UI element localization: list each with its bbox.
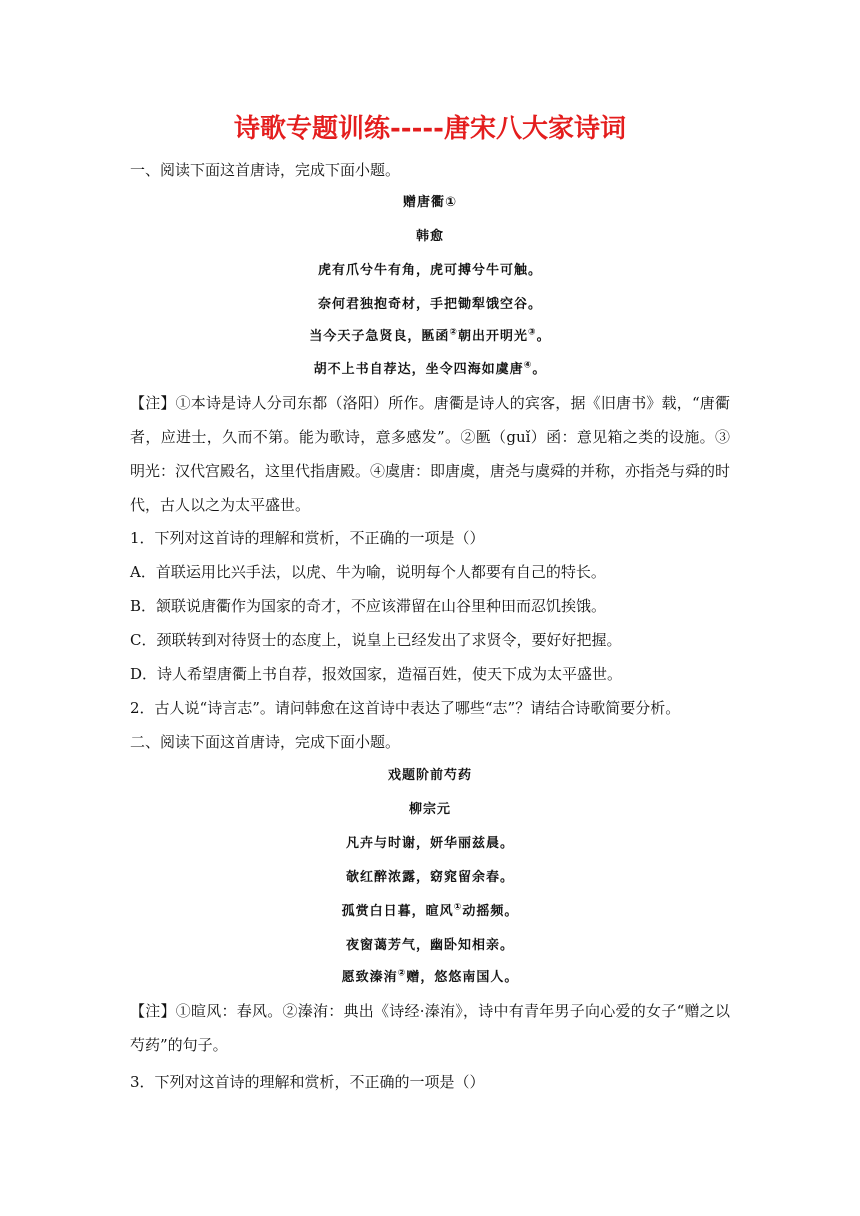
question-1: 1．下列对这首诗的理解和赏析，不正确的一项是（） <box>130 529 485 547</box>
poem2-line-5: 愿致溱洧②赠，悠悠南国人。 <box>341 968 519 985</box>
section1-heading: 一、阅读下面这首唐诗，完成下面小题。 <box>130 161 401 179</box>
note-marker: ③ <box>528 327 537 338</box>
poem2-line-4: 夜窗蔼芳气，幽卧知相亲。 <box>345 938 514 953</box>
option-d: D．诗人希望唐衢上书自荐，报效国家，造福百姓，使天下成为太平盛世。 <box>130 665 623 683</box>
poem1-line-4: 胡不上书自荐达，坐令四海如虞唐④。 <box>313 360 547 377</box>
poem1-line-2: 奈何君独抱奇材，手把锄犁饿空谷。 <box>317 297 542 312</box>
poem2-note: 【注】①暄风：春风。②溱洧：典出《诗经·溱洧》，诗中有青年男子向心爱的女子“赠之以芍药”的句子。 <box>130 1002 730 1054</box>
option-b: B．颔联说唐衢作为国家的奇才，不应该滞留在山谷里种田而忍饥挨饿。 <box>130 597 607 615</box>
note-marker: ② <box>397 968 407 979</box>
poem1-line-3: 当今天子急贤良，匦函②朝出开明光③。 <box>309 327 551 344</box>
poem1-note: 【注】①本诗是诗人分司东都（洛阳）所作。唐衢是诗人的宾客，据《旧唐书》载，“唐衢者，应进士，久而不第。能为歌诗，意多感发”。②匦（guǐ）函：意见箱之类的设施。③明光：汉代宫殿名，这里代指唐殿。④虞唐：即唐虞，唐尧与虞舜的并称，亦指尧与舜的时代，古人以之为太平盛世。 <box>130 394 731 514</box>
document-title: 诗歌专题训练-----唐宋八大家诗词 <box>234 114 626 144</box>
poem1-line-1: 虎有爪兮牛有角，虎可搏兮牛可触。 <box>317 263 542 278</box>
poem1-title: 赠唐衢① <box>402 195 457 210</box>
poem2-title: 戏题阶前芍药 <box>387 768 472 783</box>
poem1-author: 韩愈 <box>415 229 444 244</box>
poem2-author: 柳宗元 <box>408 802 451 817</box>
poem2-line-2: 欹红醉浓露，窈窕留余春。 <box>345 870 514 885</box>
note-marker: ④ <box>523 360 533 371</box>
note-marker: ② <box>449 327 458 338</box>
section2-heading: 二、阅读下面这首唐诗，完成下面小题。 <box>130 733 401 751</box>
poem2-line-1: 凡卉与时谢，妍华丽兹晨。 <box>345 836 514 851</box>
option-a: A．首联运用比兴手法，以虎、牛为喻，说明每个人都要有自己的特长。 <box>130 563 606 581</box>
note-marker: ① <box>453 902 463 913</box>
question-2: 2．古人说“诗言志”。请问韩愈在这首诗中表达了哪些“志”？请结合诗歌简要分析。 <box>130 699 681 717</box>
option-c: C．颈联转到对待贤士的态度上，说皇上已经发出了求贤令，要好好把握。 <box>130 631 622 649</box>
question-3: 3．下列对这首诗的理解和赏析，不正确的一项是（） <box>130 1073 485 1091</box>
poem2-line-3: 孤赏白日暮，暄风①动摇频。 <box>341 902 519 919</box>
